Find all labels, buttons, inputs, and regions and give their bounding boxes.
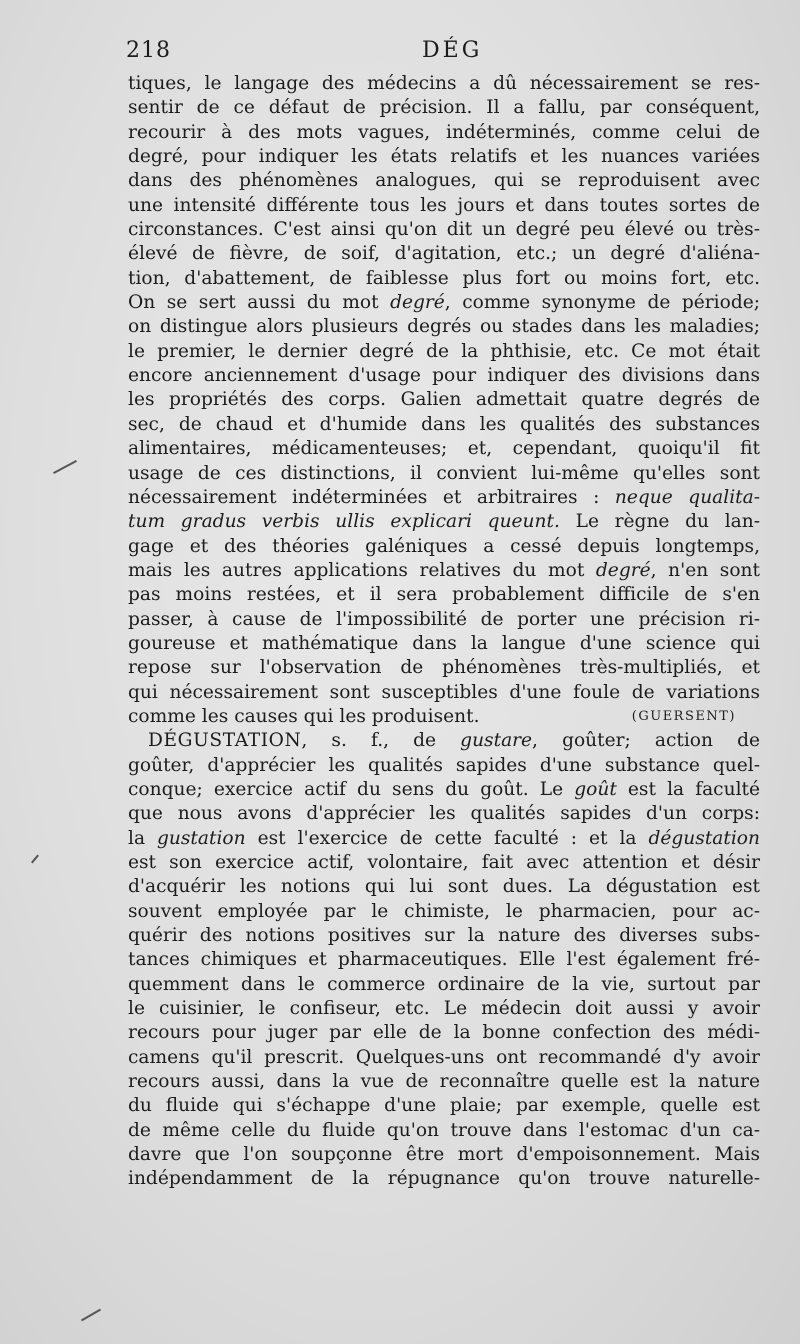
text-run: pas moins restées, et il sera probablement difficile de s'en: [128, 584, 760, 606]
text-line: [128, 827, 760, 851]
text-line: [128, 778, 760, 802]
text-line: [128, 72, 760, 96]
text-line: [128, 1021, 760, 1045]
running-head: DÉG: [422, 38, 483, 63]
margin-mark: [53, 460, 77, 474]
text-line: [128, 1143, 760, 1167]
text-run: sec, de chaud et d'humide dans les qualités des substances: [128, 413, 760, 435]
text-line: [128, 1046, 760, 1070]
text-run: indépendamment de la répugnance qu'on trouve naturelle-: [128, 1168, 760, 1190]
text-run: usage de ces distinctions, il convient lui-même qu'elles sont: [128, 462, 760, 484]
text-line: [128, 1119, 760, 1143]
text-run: mais les autres applications relatives du mot: [128, 559, 596, 581]
text-run: comme les causes qui les produisent.: [128, 705, 480, 727]
text-line: [128, 340, 760, 364]
text-run: d'acquérir les notions qui lui sont dues. La dégustation est: [128, 876, 760, 898]
text-run: gustation: [157, 827, 246, 849]
text-run: est son exercice actif, volontaire, fait avec attention et désir: [128, 852, 760, 873]
text-run: le cuisinier, le confiseur, etc. Le médecin doit aussi y avoir: [128, 998, 760, 1020]
text-line: [128, 96, 760, 120]
text-line: [128, 900, 760, 924]
text-run: souvent employée par le chimiste, le pharmacien, pour ac-: [128, 900, 760, 922]
text-run: tiques, le langage des médecins a dû nécessairement se res-: [128, 73, 760, 94]
text-run: est l'exercice de cette faculté : et la: [245, 827, 649, 849]
text-run: qui nécessairement sont susceptibles d'une foule de variations: [128, 681, 760, 703]
text-line: [128, 924, 760, 948]
text-run: On se sert aussi du mot: [128, 292, 391, 314]
page-number: 218: [126, 38, 171, 63]
text-line: [128, 462, 760, 486]
text-line: [128, 948, 760, 972]
text-line: [128, 632, 760, 656]
text-run: degré: [595, 559, 651, 581]
text-run: du fluide qui s'échappe d'une plaie; par exemple, quelle est: [128, 1095, 760, 1117]
text-run: recourir à des mots vagues, indéterminés, comme celui de: [128, 121, 760, 143]
text-line: [128, 510, 760, 534]
text-line: [128, 851, 760, 875]
text-run: goureuse et mathématique dans la langue d'une science qui: [128, 632, 760, 654]
text-run: goûter, d'apprécier les qualités sapides d'une substance quel-: [128, 754, 760, 776]
text-run: nécessairement indéterminées et arbitraires :: [128, 486, 615, 508]
text-line: [128, 315, 760, 339]
text-run: recours pour juger par elle de la bonne confection des médi-: [128, 1022, 760, 1044]
text-line: [128, 583, 760, 607]
text-line: [128, 754, 760, 778]
text-run: quemment dans le commerce ordinaire de la vie, surtout par: [128, 973, 760, 995]
text-run: , comme synonyme de période;: [444, 292, 760, 314]
text-run: Le règne du lan-: [559, 511, 761, 533]
text-line: [128, 169, 760, 193]
text-run: davre que l'on soupçonne être mort d'empoisonnement. Mais: [128, 1144, 760, 1166]
text-line: [128, 608, 760, 632]
text-run: gage et des théories galéniques a cessé depuis longtemps,: [128, 535, 760, 557]
text-run: degré: [390, 292, 445, 314]
body-text: [128, 72, 760, 1192]
text-line: [128, 535, 760, 559]
text-line: [128, 218, 760, 242]
text-run: on distingue alors plusieurs degrés ou stades dans les maladies;: [128, 316, 760, 338]
text-run: les propriétés des corps. Galien admettait quatre degrés de: [128, 389, 760, 411]
text-run: la: [128, 827, 158, 849]
text-run: que nous avons d'apprécier les qualités sapides d'un corps:: [128, 803, 760, 825]
text-run: dégustation: [648, 827, 760, 849]
text-line: [128, 875, 760, 899]
text-line: [128, 1070, 760, 1094]
text-run: neque qualita-: [614, 486, 760, 508]
text-run: alimentaires, médicamenteuses; et, cependant, quoiqu'il fit: [128, 438, 760, 460]
text-line: [128, 973, 760, 997]
text-line: [128, 413, 760, 437]
text-run: passer, à cause de l'impossibilité de porter une précision ri-: [128, 608, 760, 630]
text-run: gustare: [460, 730, 533, 752]
text-line: [128, 388, 760, 412]
text-line: [128, 291, 760, 315]
text-line: [128, 802, 760, 826]
text-run: tum gradus verbis ullis explicari queunt.: [128, 511, 560, 533]
text-run: repose sur l'observation de phénomènes très-multipliés, et: [128, 657, 760, 679]
text-line: [128, 1094, 760, 1118]
text-run: sentir de ce défaut de précision. Il a fallu, par conséquent,: [128, 97, 760, 119]
text-run: tances chimiques et pharmaceutiques. Elle l'est également fré-: [128, 949, 760, 971]
text-run: quérir des notions positives sur la nature des diverses subs-: [128, 925, 760, 947]
text-run: degré, pour indiquer les états relatifs et les nuances variées: [128, 146, 760, 168]
text-line: [128, 437, 760, 461]
text-line: [128, 559, 760, 583]
text-line: [128, 364, 760, 388]
text-run: encore anciennement d'usage pour indiquer des divisions dans: [128, 365, 760, 387]
text-run: recours aussi, dans la vue de reconnaître quelle est la nature: [128, 1071, 760, 1093]
text-line: [128, 267, 760, 291]
text-run: , goûter; action de: [532, 730, 760, 752]
text-run: élevé de fièvre, de soif, d'agitation, etc.; un degré d'aliéna-: [128, 243, 760, 265]
text-run: conque; exercice actif du sens du goût. Le: [128, 778, 575, 800]
text-line: [128, 121, 760, 145]
text-line: [128, 145, 760, 169]
text-run: une intensité différente tous les jours et dans toutes sortes de: [128, 194, 760, 216]
text-run: , s. f., de: [301, 730, 461, 752]
text-line: [128, 729, 760, 753]
text-run: camens qu'il prescrit. Quelques-uns ont recommandé d'y avoir: [128, 1046, 760, 1068]
text-line: [128, 194, 760, 218]
text-run: dans des phénomènes analogues, qui se reproduisent avec: [128, 170, 760, 192]
margin-mark: [31, 855, 39, 864]
text-run: le premier, le dernier degré de la phthisie, etc. Ce mot était: [128, 340, 760, 362]
text-line: [128, 997, 760, 1021]
text-run: de même celle du fluide qu'on trouve dans l'estomac d'un ca-: [128, 1119, 760, 1141]
text-line: [128, 486, 760, 510]
text-line: [128, 242, 760, 266]
text-run: est la faculté: [616, 778, 760, 800]
text-line: [128, 681, 760, 705]
text-run: tion, d'abattement, de faiblesse plus fort ou moins fort, etc.: [128, 267, 760, 289]
text-run: goût: [574, 778, 617, 800]
headword: DÉGUSTATION: [148, 730, 302, 752]
text-line: [128, 1167, 760, 1191]
page-header: [126, 38, 766, 68]
text-run: circonstances. C'est ainsi qu'on dit un degré peu élevé ou très-: [128, 219, 760, 241]
margin-mark: [81, 1309, 101, 1322]
text-line: [128, 656, 760, 680]
text-run: , n'en sont: [650, 559, 760, 581]
text-line: [128, 705, 760, 729]
author-signature: (GUERSENT): [631, 708, 736, 724]
